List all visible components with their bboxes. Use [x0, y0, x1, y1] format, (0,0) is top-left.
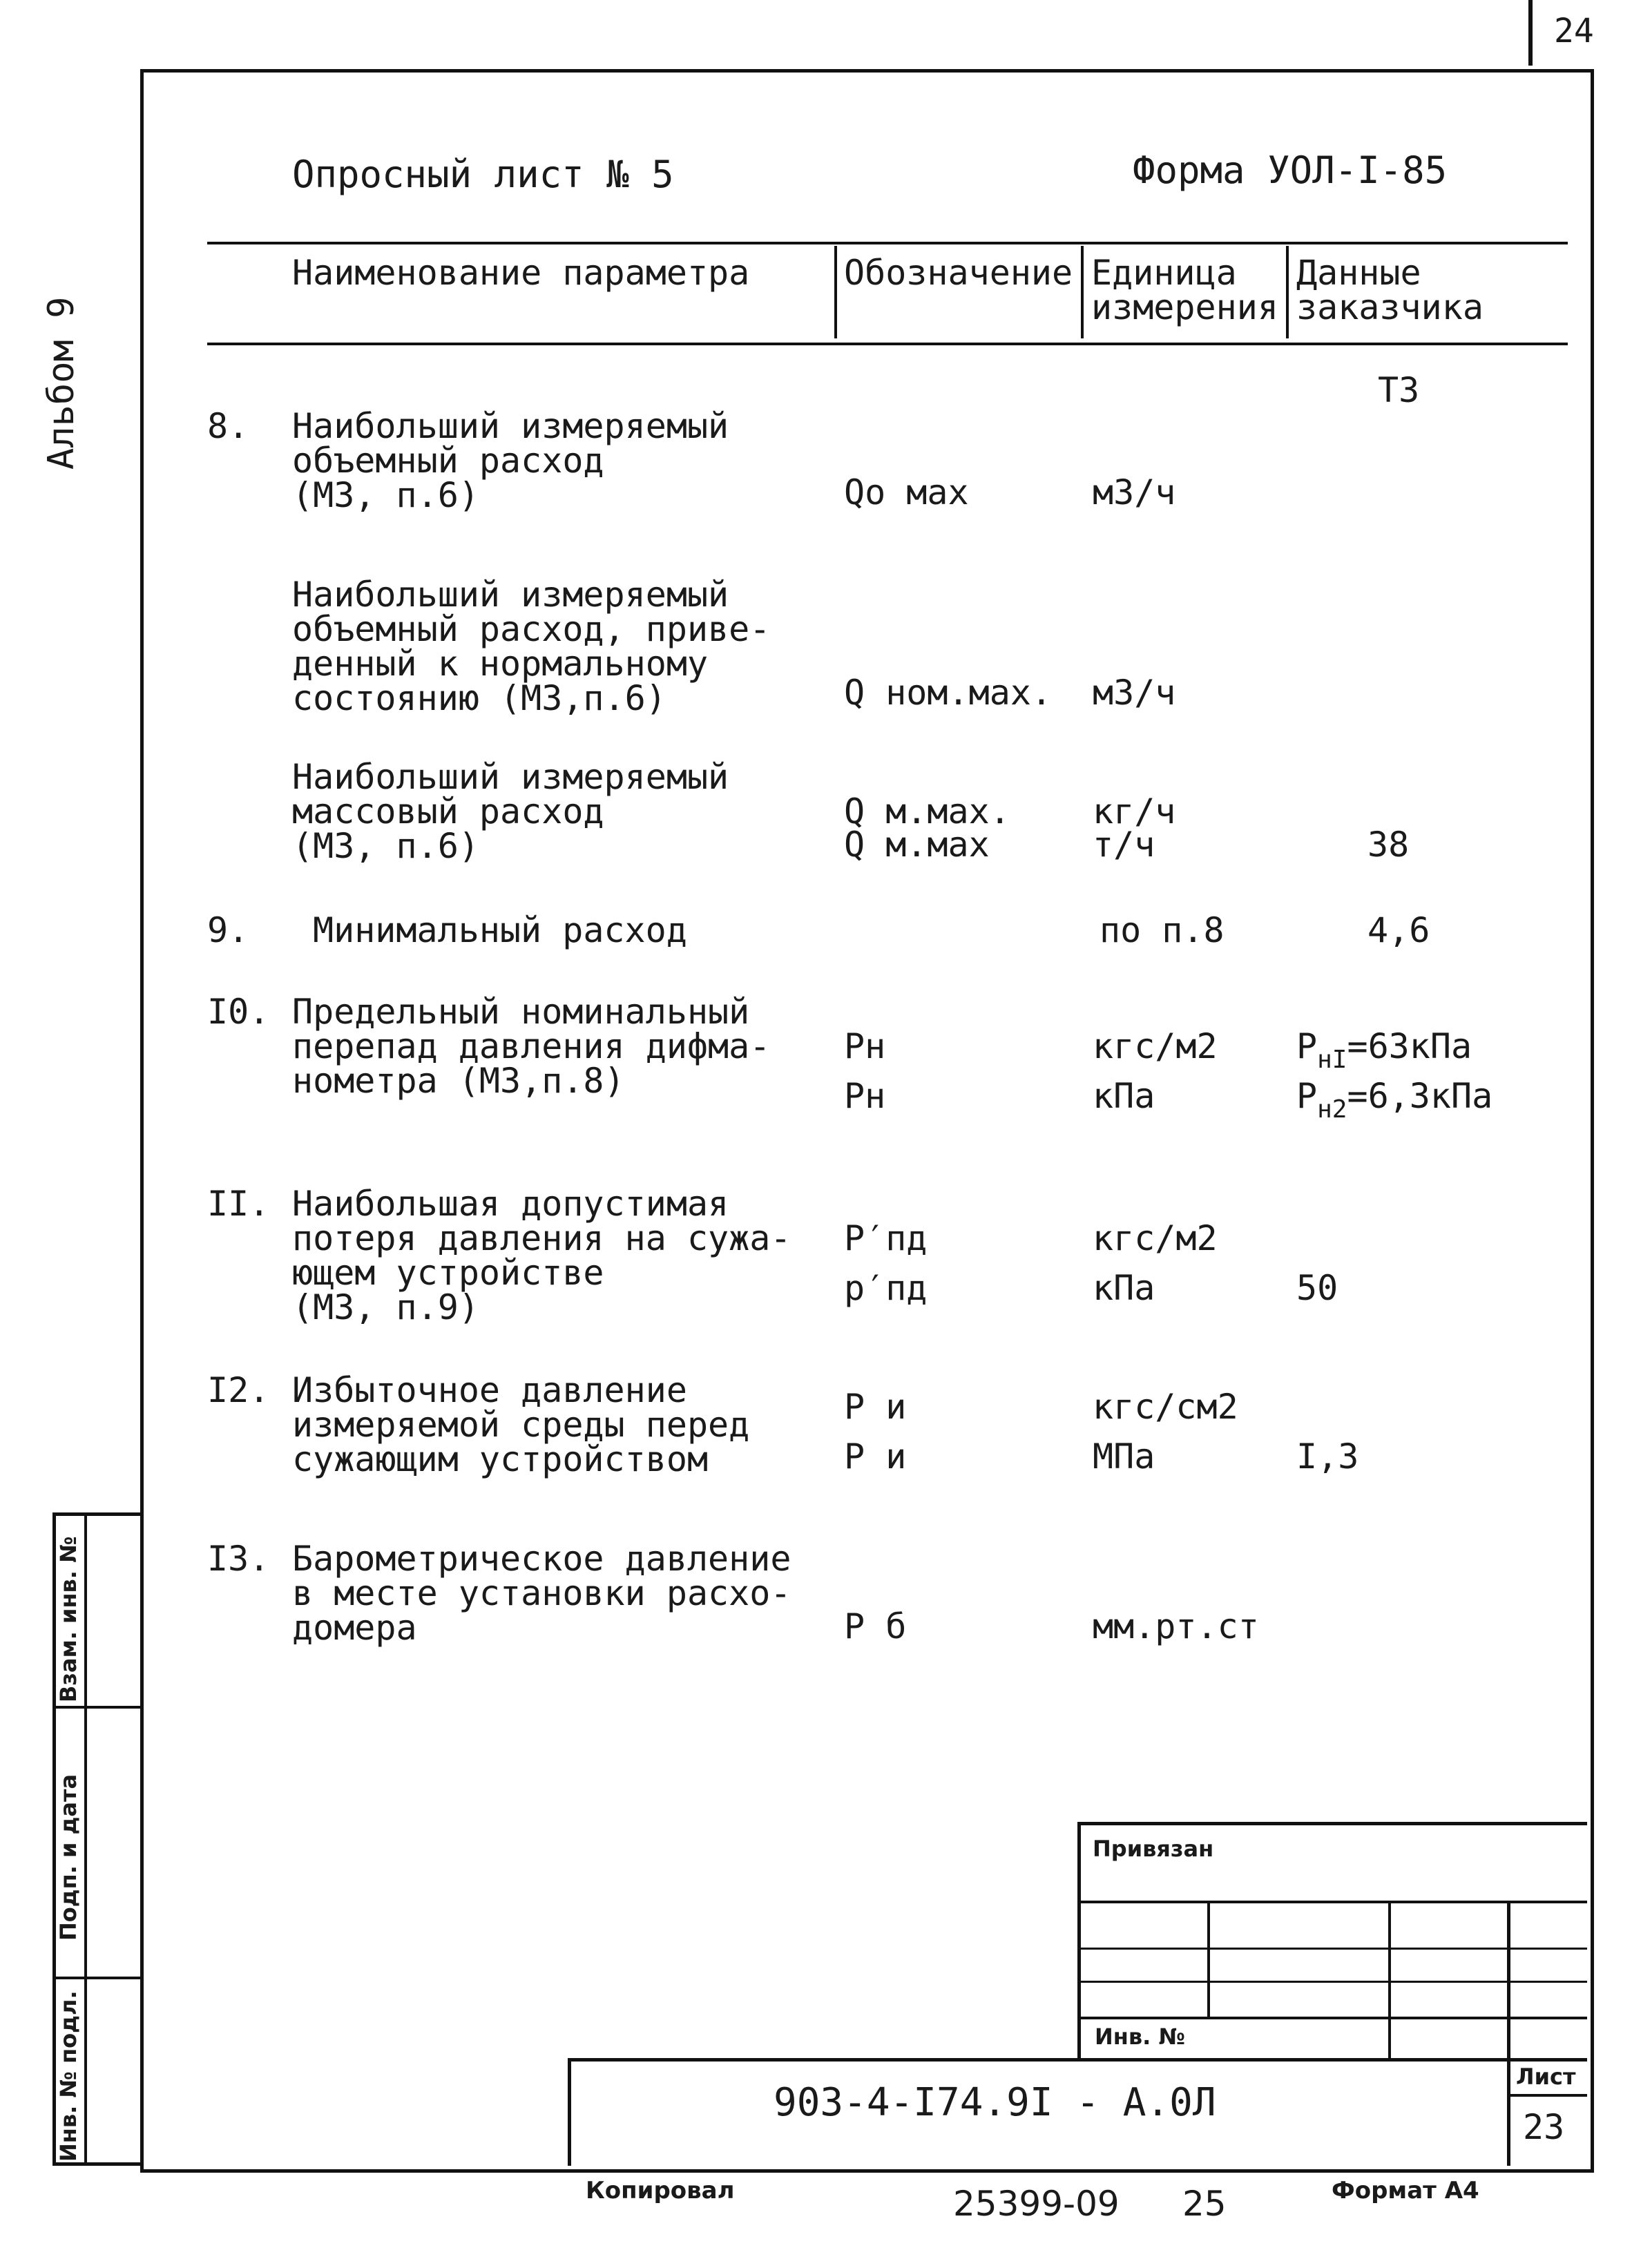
row11-designation-2: р′пд	[844, 1268, 928, 1308]
row8-unit: м3/ч	[1093, 472, 1176, 512]
stamp-document-code: 903-4-I74.9I - А.0Л	[774, 2080, 1216, 2125]
row11-num: II.	[207, 1184, 270, 1224]
row10-data-2: $Р_{н2}=6,3кПа$	[1296, 1076, 1493, 1124]
col-header-unit-1: Единица	[1091, 253, 1237, 293]
row8c-unit-2: т/ч	[1093, 825, 1155, 865]
row10-unit-1: кгс/м2	[1093, 1026, 1218, 1066]
row11-name-2: потеря давления на сужа-	[292, 1218, 791, 1258]
row13-designation: Р б	[844, 1606, 907, 1646]
page-frame	[140, 69, 1594, 2173]
header-bottom-line	[207, 343, 1568, 345]
stamp-code-left-border	[568, 2058, 571, 2166]
row10-designation-1: Рн	[844, 1026, 886, 1066]
stamp-grid-line-1	[1077, 1901, 1587, 1903]
col-divider-3	[1286, 246, 1289, 338]
footer-copied: Копировал	[586, 2177, 735, 2204]
col-divider-2	[1081, 246, 1084, 338]
stamp-grid-line-3	[1077, 1981, 1587, 1983]
row10-designation-2: Рн	[844, 1076, 886, 1116]
row13-num: I3.	[207, 1539, 270, 1579]
row12-name-1: Избыточное давление	[292, 1370, 687, 1410]
row10-unit-2: кПа	[1093, 1076, 1155, 1116]
stamp-sheet-divider	[1507, 2094, 1587, 2097]
stamp-code-top-line	[568, 2058, 1587, 2062]
row10-name-1: Предельный номинальный	[292, 992, 750, 1032]
row9-num: 9.	[207, 910, 249, 950]
row9-unit: по п.8	[1100, 910, 1225, 950]
row8c-name-2: массовый расход	[292, 791, 604, 832]
row11-name-1: Наибольшая допустимая	[292, 1184, 729, 1224]
page-number-box-border	[1528, 0, 1533, 66]
row8-designation: Qо мах	[844, 472, 969, 512]
row10-name-2: перепад давления дифма-	[292, 1026, 771, 1066]
row11-data: 50	[1296, 1268, 1338, 1308]
stamp-inv-no: Инв. №	[1095, 2024, 1185, 2050]
row11-name-4: (МЗ, п.9)	[292, 1287, 479, 1327]
row9-name: Минимальный расход	[313, 910, 687, 950]
stamp-left-border	[1077, 1822, 1081, 2058]
row12-unit-2: МПа	[1093, 1436, 1155, 1477]
row10-name-3: нометра (МЗ,п.8)	[292, 1061, 625, 1101]
col-header-name: Наименование параметра	[292, 253, 750, 293]
form-code: Форма УОЛ-I-85	[1133, 148, 1448, 192]
row11-unit-1: кгс/м2	[1093, 1218, 1218, 1258]
form-title: Опросный лист № 5	[292, 153, 674, 196]
col-header-data-1: Данные	[1296, 253, 1421, 293]
row12-data: I,3	[1296, 1436, 1359, 1477]
album-label: Альбом 9	[41, 296, 82, 470]
row8c-designation-1: Q м.мах.	[844, 791, 1010, 832]
col-header-data-2: заказчика	[1296, 287, 1484, 327]
row12-num: I2.	[207, 1370, 270, 1410]
row8c-unit-1: кг/ч	[1093, 791, 1176, 832]
row11-unit-2: кПа	[1093, 1268, 1155, 1308]
side-stamp-sign-date: Подп. и дата	[55, 1774, 81, 1941]
stamp-sheet-number: 23	[1523, 2107, 1565, 2147]
row13-unit: мм.рт.ст	[1093, 1606, 1259, 1646]
side-stamp-vzam-inv: Взам. инв. №	[55, 1536, 81, 1702]
row8c-name-3: (МЗ, п.6)	[292, 826, 479, 866]
row10-num: I0.	[207, 992, 270, 1032]
row12-designation-1: Р и	[844, 1387, 907, 1427]
data-note-tz: ТЗ	[1378, 370, 1420, 410]
footer-number-2: 25	[1182, 2184, 1227, 2224]
row8c-designation-2: Q м.мах	[844, 825, 990, 865]
row12-name-2: измеряемой среды перед	[292, 1405, 750, 1445]
stamp-sheet-label: Лист	[1516, 2064, 1576, 2090]
row9-data: 4,6	[1367, 910, 1430, 950]
stamp-privyazan: Привязан	[1093, 1836, 1214, 1862]
row8b-name-4: состоянию (МЗ,п.6)	[292, 678, 666, 718]
row8b-designation: Q ном.мах.	[844, 673, 1053, 713]
row13-name-2: в месте установки расхо-	[292, 1573, 791, 1613]
col-header-unit-2: измерения	[1091, 287, 1278, 327]
row8-name-2: объемный расход	[292, 441, 604, 481]
row8c-data: 38	[1367, 825, 1410, 865]
row13-name-1: Барометрическое давление	[292, 1539, 791, 1579]
stamp-grid-vline-1	[1207, 1901, 1210, 2017]
page-number: 24	[1554, 12, 1594, 50]
stamp-top-line	[1077, 1822, 1587, 1825]
row8b-name-2: объемный расход, приве-	[292, 609, 771, 649]
footer-number: 25399-09	[953, 2184, 1120, 2224]
row8b-name-1: Наибольший измеряемый	[292, 575, 729, 615]
row10-data-1: $Р_{нI}=63кПа$	[1296, 1026, 1472, 1074]
row12-name-3: сужающим устройством	[292, 1439, 709, 1479]
row13-name-3: домера	[292, 1608, 417, 1648]
row8c-name-1: Наибольший измеряемый	[292, 757, 729, 797]
side-stamp-line-2	[52, 1977, 140, 1979]
stamp-grid-line-4	[1077, 2017, 1587, 2019]
row8b-name-3: денный к нормальному	[292, 644, 709, 684]
stamp-grid-vline-3	[1507, 1901, 1510, 2166]
row11-name-3: ющем устройстве	[292, 1253, 604, 1293]
side-stamp-inv-orig: Инв. № подл.	[55, 1990, 81, 2162]
row12-designation-2: Р и	[844, 1436, 907, 1477]
col-divider-1	[834, 246, 837, 338]
row8-num: 8.	[207, 406, 249, 446]
header-top-line	[207, 242, 1568, 244]
row11-designation-1: Р′пд	[844, 1218, 928, 1258]
side-stamp-divider	[84, 1512, 87, 2166]
row12-unit-1: кгс/см2	[1093, 1387, 1238, 1427]
stamp-grid-line-2	[1077, 1948, 1587, 1950]
row8b-unit: м3/ч	[1093, 673, 1176, 713]
side-stamp-line-1	[52, 1706, 140, 1709]
col-header-designation: Обозначение	[844, 253, 1073, 293]
footer-format: Формат А4	[1332, 2177, 1479, 2204]
row8-name-3: (МЗ, п.6)	[292, 475, 479, 515]
row8-name-1: Наибольший измеряемый	[292, 406, 729, 446]
stamp-grid-vline-2	[1388, 1901, 1391, 2058]
